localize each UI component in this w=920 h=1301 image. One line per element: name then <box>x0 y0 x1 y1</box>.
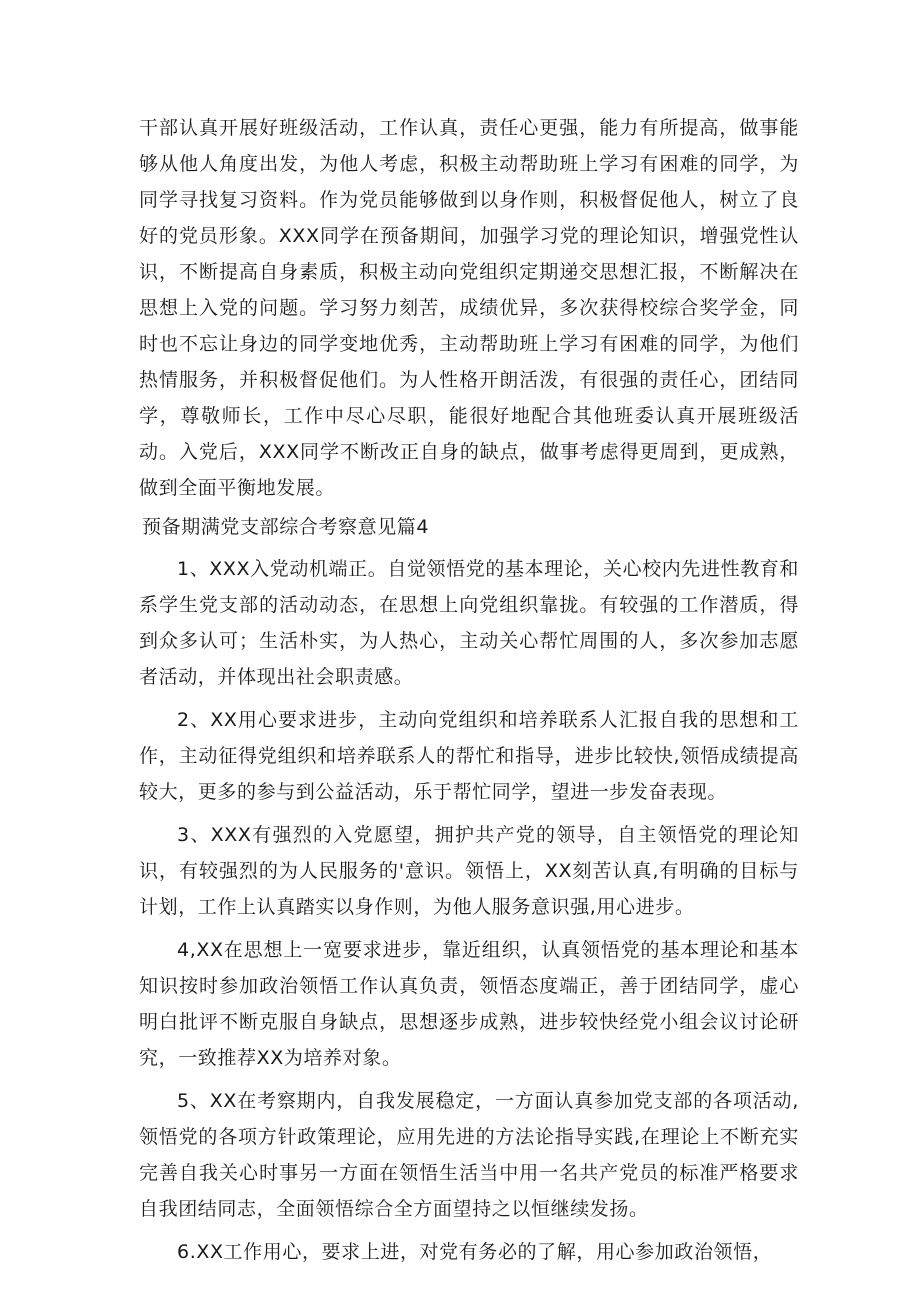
paragraph-item-3: 3、XXX有强烈的入党愿望，拥护共产党的领导，自主领悟党的理论知识，有较强烈的为人民服务的'意识。领悟上，XX刻苦认真,有明确的目标与计划，工作上认真踏实以身作则，为他人服务意识强,用心进步。 <box>139 824 799 918</box>
paragraph-item-6: 6.XX工作用心，要求上进，对党有务必的了解，用心参加政治领悟， <box>177 1241 773 1263</box>
section-heading: 预备期满党支部综合考察意见篇4 <box>142 516 430 538</box>
paragraph-item-1: 1、XXX入党动机端正。自觉领悟党的基本理论，关心校内先进性教育和系学生党支部的活动动态，在思想上向党组织靠拢。有较强的工作潜质，得到众多认可；生活朴实，为人热心，主动关心帮忙周围的人，多次参加志愿者活动，并体现出社会职责感。 <box>139 558 799 688</box>
paragraph-item-5: 5、XX在考察期内，自我发展稳定，一方面认真参加党支部的各项活动,领悟党的各项方针政策理论，应用先进的方法论指导实践,在理论上不断充实完善自我关心时事另一方面在领悟生活当中用一名共产党员的标准严格要求自我团结同志，全面领悟综合全方面望持之以恒继续发扬。 <box>139 1090 799 1220</box>
paragraph-item-4: 4,XX在思想上一宽要求进步，靠近组织，认真领悟党的基本理论和基本知识按时参加政治领悟工作认真负责，领悟态度端正，善于团结同学，虚心明白批评不断克服自身缺点，思想逐步成熟，进步较快经党小组会议讨论研究，一致推荐XX为培养对象。 <box>139 939 799 1069</box>
document-page <box>139 110 799 1270</box>
paragraph-intro: 干部认真开展好班级活动，工作认真，责任心更强，能力有所提高，做事能够从他人角度出发，为他人考虑，积极主动帮助班上学习有困难的同学，为同学寻找复习资料。作为党员能够做到以身作则，积极督促他人，树立了良好的党员形象。XXX同学在预备期间，加强学习党的理论知识，增强党性认识，不断提高自身素质，积极主动向党组织定期递交思想汇报，不断解决在思想上入党的问题。学习努力刻苦，成绩优异，多次获得校综合奖学金，同时也不忘让身边的同学变地优秀，主动帮助班上学习有困难的同学，为他们热情服务，并积极督促他们。为人性格开朗活泼，有很强的责任心，团结同学，尊敬师长，工作中尽心尽职，能很好地配合其他班委认真开展班级活动。入党后，XXX同学不断改正自身的缺点，做事考虑得更周到，更成熟，做到全面平衡地发展。 <box>139 117 799 499</box>
paragraph-item-2: 2、XX用心要求进步，主动向党组织和培养联系人汇报自我的思想和工作，主动征得党组织和培养联系人的帮忙和指导，进步比较快,领悟成绩提高较大，更多的参与到公益活动，乐于帮忙同学，望进一步发奋表现。 <box>139 709 799 803</box>
